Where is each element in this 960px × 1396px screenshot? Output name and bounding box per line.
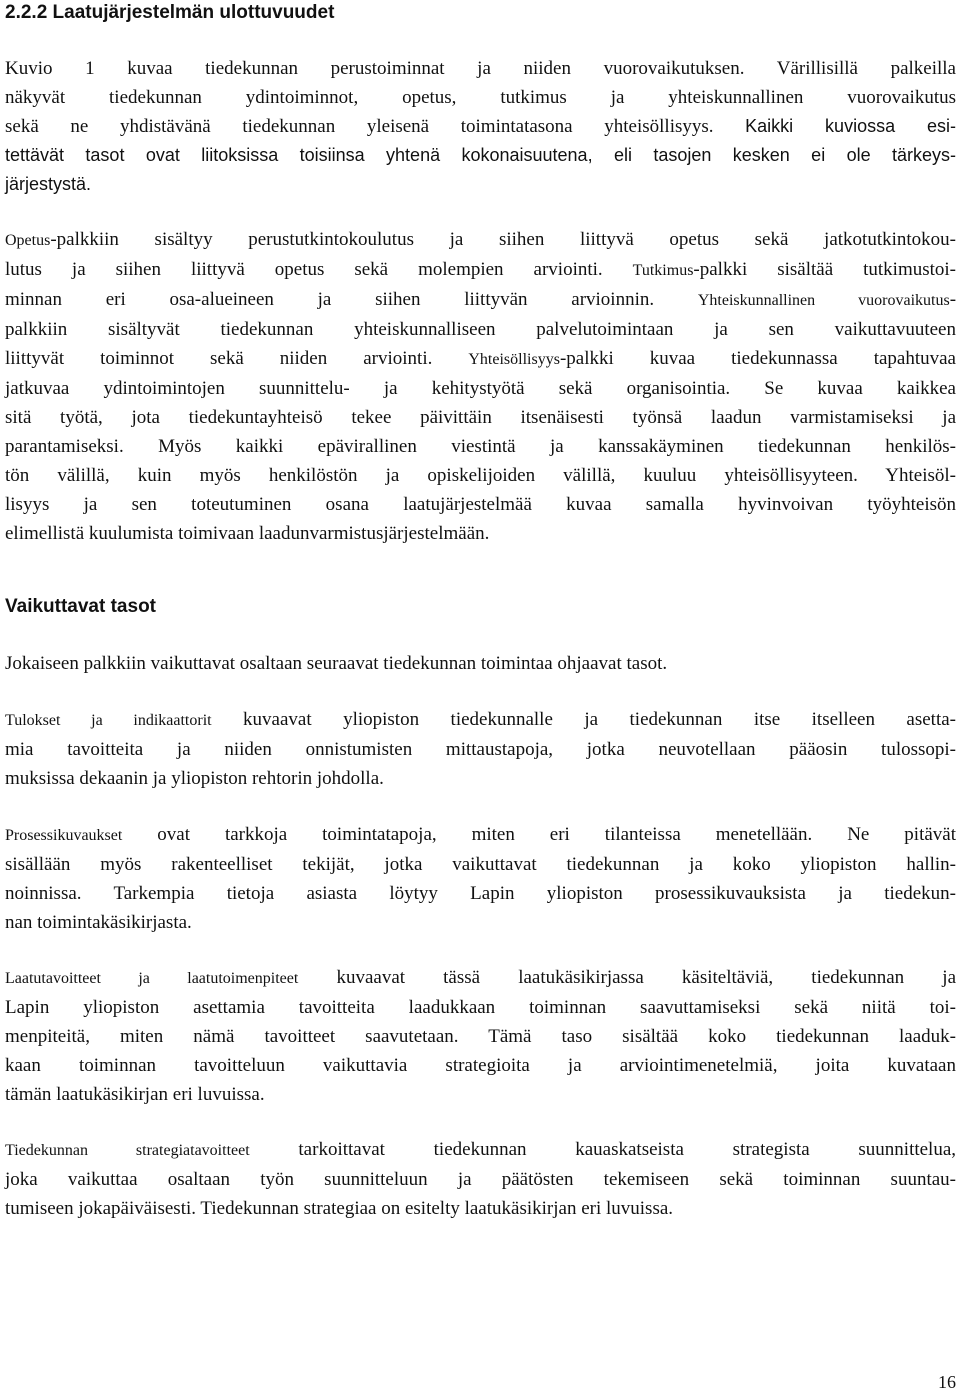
term-opetus: Opetus [5, 232, 51, 249]
paragraph-line [5, 255, 956, 285]
paragraph-line: elimellistä kuulumista toimivaan laadunvarmistusjärjestelmään. [5, 523, 490, 544]
paragraph-line: sitä työtä, jota tiedekuntayhteisö tekee päivittäin itsenäisesti työnsä laadun varmistamiseksi ja [5, 407, 956, 428]
paragraph-text: -palkkiin sisältyy perustutkintokoulutus ja siihen liittyvä opetus sekä jatkotutkintokou- [50, 229, 956, 250]
paragraph-line: lisyys ja sen toteutuminen osana laatujärjestelmää kuvaa samalla hyvinvoivan työyhteisön [5, 494, 956, 515]
paragraph-line [5, 963, 956, 993]
paragraph-text: sekä ne yhdistävänä tiedekunnan yleisenä toimintatasona yhteisöllisyys. [5, 116, 714, 137]
term-yhteiskunnallinen-vuorovaikutus: Yhteiskunnallinen vuorovaikutus [697, 292, 950, 309]
paragraph-text: -palkki sisältää tutkimustoi- [693, 259, 957, 280]
intro-paragraph [5, 54, 956, 199]
paragraph-line: näkyvät tiedekunnan ydintoiminnot, opetus, tutkimus ja yhteiskunnallinen vuorovaikutus [5, 87, 956, 108]
paragraph-line: kaan toiminnan tavoitteluun vaikuttavia strategioita ja arviointimenetelmiä, joita kuvataan [5, 1055, 956, 1076]
paragraph-line: palkkiin sisältyvät tiedekunnan yhteiskunnalliseen palvelutoimintaan ja sen vaikuttavuuteen [5, 319, 956, 340]
term-strategiatavoitteet: Tiedekunnan strategiatavoitteet [5, 1142, 250, 1159]
paragraph-text: - [949, 289, 957, 310]
paragraph-line: menpiteitä, miten nämä tavoitteet saavutetaan. Tämä taso sisältää koko tiedekunnan laaduk- [5, 1026, 956, 1047]
levels-intro-paragraph [5, 649, 956, 678]
bars-paragraph [5, 225, 956, 548]
paragraph-line: tön välillä, kuin myös henkilöstön ja opiskelijoiden välillä, kuuluu yhteisöllisyyteen. Yhteisöl- [5, 465, 956, 486]
section-heading: 2.2.2 Laatujärjestelmän ulottuvuudet [5, 2, 335, 23]
paragraph-line [5, 1135, 956, 1165]
paragraph-line: noinnissa. Tarkempia tietoja asiasta löytyy Lapin yliopiston prosessikuvauksista ja tiedekun- [5, 883, 956, 904]
paragraph-text: liittyvät toiminnot sekä niiden arviointi. [5, 348, 433, 369]
paragraph-line: joka vaikuttaa osaltaan työn suunnitteluun ja päätösten tekemiseen sekä toiminnan suuntau- [5, 1169, 956, 1190]
paragraph-line: Kuvio 1 kuvaa tiedekunnan perustoiminnat ja niiden vuorovaikutuksen. Värillisillä palkeilla [5, 58, 956, 79]
paragraph-line: muksissa dekaanin ja yliopiston rehtorin johdolla. [5, 768, 384, 789]
paragraph-line: tumiseen jokapäiväisesti. Tiedekunnan strategiaa on esitelty laatukäsikirjan eri luvuissa. [5, 1198, 674, 1219]
paragraph-line [5, 112, 956, 141]
term-tulokset: Tulokset ja indikaattorit [5, 712, 212, 729]
results-paragraph [5, 705, 956, 793]
process-paragraph [5, 820, 956, 937]
paragraph-line: nan toimintakäsikirjasta. [5, 912, 192, 933]
paragraph-line: tettävät tasot ovat liitoksissa toisiinsa yhtenä kokonaisuutena, eli tasojen kesken ei ole tärkeys- [5, 145, 956, 165]
paragraph-line: parantamiseksi. Myös kaikki epävirallinen viestintä ja kanssakäyminen tiedekunnan henkilös- [5, 436, 956, 457]
term-tutkimus: Tutkimus [632, 262, 694, 279]
paragraph-text: kuvaavat yliopiston tiedekunnalle ja tiedekunnan itse itselleen asetta- [243, 709, 956, 730]
paragraph-text: minnan eri osa-alueineen ja siihen liittyvän arvioinnin. [5, 289, 655, 310]
paragraph-text: Kaikki kuviossa esi- [745, 116, 956, 136]
paragraph-line [5, 820, 956, 850]
term-prosessikuvaukset: Prosessikuvaukset [5, 827, 123, 844]
paragraph-line: mia tavoitteita ja niiden onnistumisten mittaustapoja, jotka neuvotellaan pääosin tulossopi- [5, 739, 956, 760]
paragraph-line: Jokaiseen palkkiin vaikuttavat osaltaan seuraavat tiedekunnan toimintaa ohjaavat tasot. [5, 653, 668, 674]
paragraph-line: tämän laatukäsikirjan eri luvuissa. [5, 1084, 265, 1105]
paragraph-line: järjestystä. [5, 174, 92, 194]
paragraph-text: tarkoittavat tiedekunnan kauaskatseista strategista suunnittelua, [298, 1139, 957, 1160]
paragraph-line: jatkuvaa ydintoimintojen suunnittelu- ja kehitystyötä sekä organisointia. Se kuvaa kaikkea [5, 378, 956, 399]
paragraph-line [5, 225, 956, 255]
paragraph-line [5, 344, 956, 374]
paragraph-text: -palkki kuvaa tiedekunnassa tapahtuvaa [559, 348, 956, 369]
subheading: Vaikuttavat tasot [5, 596, 156, 617]
paragraph-line: Lapin yliopiston asettamia tavoitteita laadukkaan toiminnan saavuttamiseksi sekä niitä toi- [5, 997, 956, 1018]
paragraph-line [5, 285, 956, 315]
term-laatutavoitteet: Laatutavoitteet ja laatutoimenpiteet [5, 970, 299, 987]
paragraph-line [5, 705, 956, 735]
strategy-paragraph [5, 1135, 956, 1223]
paragraph-text: ovat tarkkoja toimintatapoja, miten eri tilanteissa menetellään. Ne pitävät [157, 824, 956, 845]
quality-goals-paragraph [5, 963, 956, 1109]
paragraph-line: sisällään myös rakenteelliset tekijät, jotka vaikuttavat tiedekunnan ja koko yliopiston hallin- [5, 854, 956, 875]
page-number: 16 [938, 1372, 956, 1392]
paragraph-text: lutus ja siihen liittyvä opetus sekä molempien arviointi. [5, 259, 603, 280]
term-yhteisollisyys: Yhteisöllisyys [468, 351, 560, 368]
paragraph-text: kuvaavat tässä laatukäsikirjassa käsiteltäviä, tiedekunnan ja [336, 967, 956, 988]
